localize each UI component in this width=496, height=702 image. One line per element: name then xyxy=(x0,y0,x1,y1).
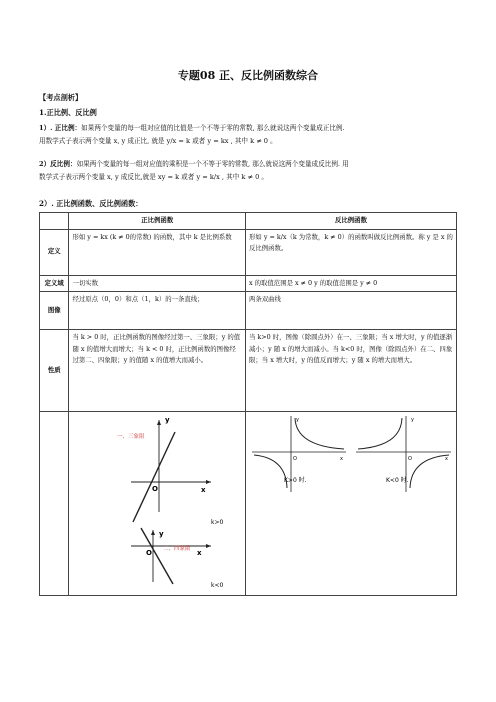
paragraph-direct-formula: 用数学式子表示两个变量 x, y 成正比, 就是 y/x = k 或者 y = kx , 其中 k ≠ 0 。 xyxy=(39,137,277,145)
quadrant-label-13: 一、三象限 xyxy=(117,434,145,440)
y-axis-arrow-icon xyxy=(151,530,155,535)
row-head-graph: 图像 xyxy=(40,292,69,330)
origin-label: O xyxy=(146,549,153,557)
x-axis-label: x xyxy=(197,549,202,557)
table-header-row xyxy=(40,213,457,230)
x-axis-arrow-icon xyxy=(206,480,211,484)
hyperbola-branch-q2 xyxy=(358,418,402,449)
inverse-proportion-graphs xyxy=(246,412,456,590)
cell-direct-graphs xyxy=(69,412,246,596)
section-tag: 【考点剖析】 xyxy=(39,93,83,102)
y-axis-label: y xyxy=(296,417,299,423)
row-head-domain: 定义域 xyxy=(40,275,69,292)
section-heading-2: 2）. 正比例函数、反比例函数： xyxy=(39,199,143,208)
caption-hyperbola-k-positive: K>0 时. xyxy=(284,477,307,484)
table-row xyxy=(40,229,457,275)
paragraph-inverse xyxy=(39,158,459,184)
caption-hyperbola-k-negative: K<0 时. xyxy=(386,477,409,484)
table-row xyxy=(40,292,457,330)
paragraph-inverse-head: 2）反比例： xyxy=(39,160,77,168)
row-head-definition: 定义 xyxy=(40,229,69,275)
caption-k-negative: k<0 xyxy=(211,582,224,589)
cell-inverse-graphs xyxy=(246,412,457,596)
cell-domain-direct: 一切实数 xyxy=(69,275,246,292)
paragraph-inverse-formula: 数学式子表示两个变量 x, y 成反比,就是 xy = k 或者 y = k/x , 其中 k ≠ 0 。 xyxy=(39,173,269,181)
section-heading-1: 1.正比例、反比例 xyxy=(39,108,97,117)
table-row xyxy=(40,275,457,292)
x-axis-label: x xyxy=(445,456,448,462)
table-corner xyxy=(40,213,69,230)
hyperbola-branch-q1 xyxy=(295,418,344,449)
paragraph-direct-head: 1）. 正比例： xyxy=(39,124,82,132)
caption-k-positive: k>0 xyxy=(211,519,224,526)
cell-definition-direct: 形如 y = kx (k ≠ 0的常数) 的函数，其中 k 是比例系数 xyxy=(69,229,246,275)
paragraph-direct xyxy=(39,122,459,148)
x-axis-label: x xyxy=(340,456,343,462)
row-head-properties: 性质 xyxy=(40,330,69,412)
cell-definition-inverse: 形如 y = k/x（k 为常数，k ≠ 0）的函数叫做反比例函数。称 y 是 x 的反比例函数。 xyxy=(246,229,457,275)
comparison-table xyxy=(39,212,457,596)
y-axis-label: y xyxy=(411,417,414,423)
cell-properties-direct: 当 k > 0 时，正比例函数的图像经过第一、三象限；y 的值随 x 的值增大而增大；当 k < 0 时，正比例函数的图像经过第二、四象限；y 的值随 x 的值增大而减小。 xyxy=(69,330,246,412)
direct-proportion-graphs xyxy=(69,412,241,590)
origin-label: O xyxy=(293,456,297,462)
paragraph-direct-body: 如果两个变量的每一组对应值的比值是一个不等于零的常数, 那么就说这两个变量成正比例. xyxy=(81,124,345,132)
origin-label: O xyxy=(152,485,159,493)
line-k-positive xyxy=(133,432,175,522)
paragraph-inverse-body: 如果两个变量的每一组对应值的乘积是一个不等于零的常数, 那么就说这两个变量成反比例. 用 xyxy=(76,160,349,168)
x-axis-label: x xyxy=(201,486,206,494)
cell-graph-inverse: 两条双曲线 xyxy=(246,292,457,330)
origin-label: O xyxy=(408,456,412,462)
graph-row-head xyxy=(40,412,69,596)
hyperbola-branch-q4 xyxy=(410,455,449,488)
table-header-direct: 正比例函数 xyxy=(69,213,246,230)
table-header-inverse: 反比例函数 xyxy=(246,213,457,230)
cell-graph-direct: 经过原点（0，0）和点（1，k）的一条直线； xyxy=(69,292,246,330)
y-axis-label: y xyxy=(165,416,171,424)
table-row xyxy=(40,330,457,412)
y-axis-label: y xyxy=(159,530,165,538)
hyperbola-branch-q3 xyxy=(254,455,287,488)
quadrant-label-24: 二、四象限 xyxy=(163,546,191,552)
table-row-graphs xyxy=(40,412,457,596)
x-axis-arrow-icon xyxy=(206,544,211,548)
page-title: 专题08 正、反比例函数综合 xyxy=(177,69,319,82)
y-axis-arrow-icon xyxy=(157,420,161,425)
cell-domain-inverse: x 的取值范围是 x ≠ 0 y 的取值范围是 y ≠ 0 xyxy=(246,275,457,292)
cell-properties-inverse: 当 k>0 时，图像（除圆点外）在一、三象限；当 x 增大时，y 的值逐渐减小；y 随 x 的增大而减小。当 k<0 时，图像（除圆点外）在二、四象限；当 x 增大时，y 的值反而增大；y 随 x 的增大而增大。 xyxy=(246,330,457,412)
